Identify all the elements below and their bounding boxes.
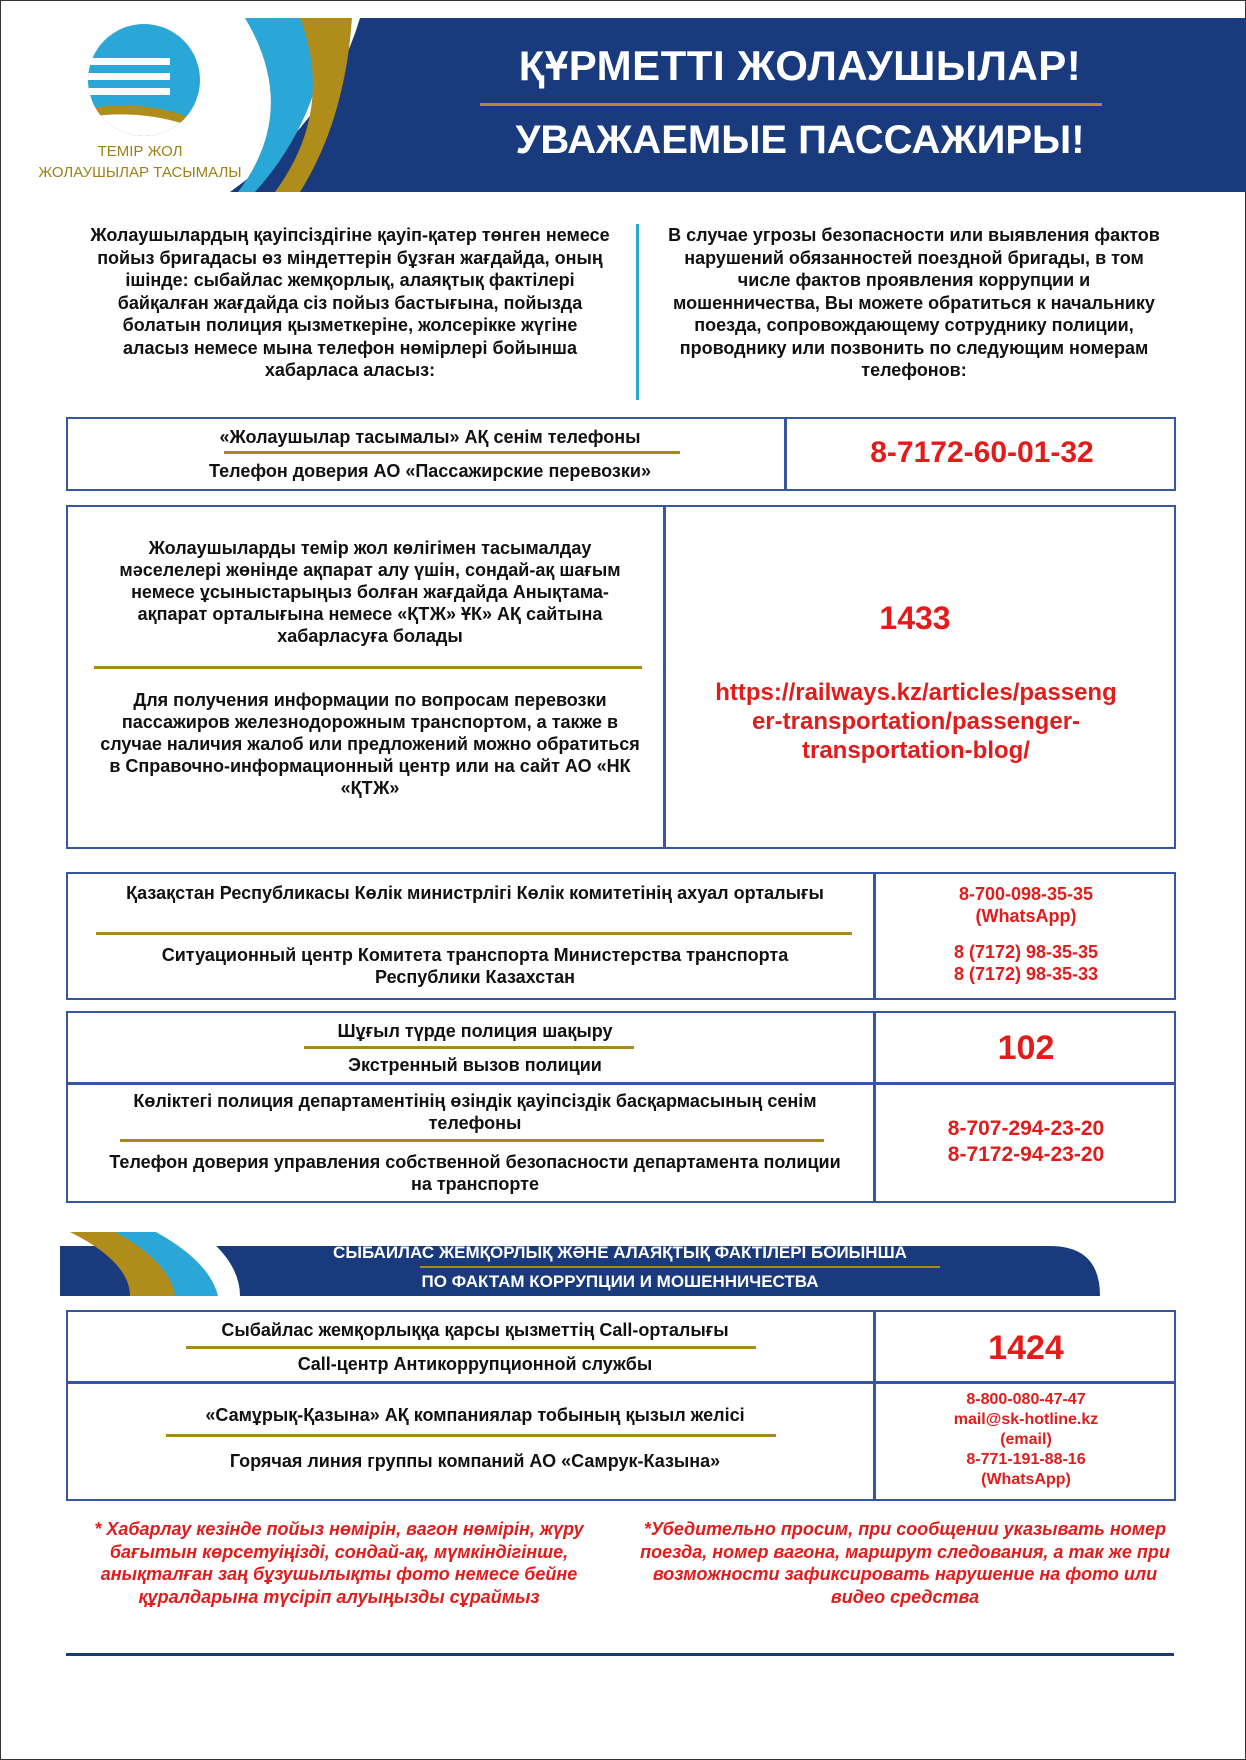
anticorruption-horizontal-divider bbox=[66, 1381, 1176, 1384]
logo-line2: ЖОЛАУШЫЛАР ТАСЫМАЛЫ bbox=[38, 164, 242, 181]
title-divider bbox=[480, 103, 1102, 106]
situation-center-ru: Ситуационный центр Комитета транспорта Министерства транспорта Республики Казахстан bbox=[161, 945, 789, 987]
police-emergency-kz: Шұғыл түрде полиция шақыру bbox=[337, 1021, 613, 1041]
trust-line-phone[interactable]: 8-7172-60-01-32 bbox=[870, 436, 1094, 469]
samruk-email[interactable]: mail@sk-hotline.kz bbox=[953, 1411, 1099, 1428]
banner-gold-rule bbox=[420, 1266, 940, 1268]
anticorruption-phone[interactable]: 1424 bbox=[988, 1329, 1064, 1367]
police-vertical-divider bbox=[873, 1011, 876, 1203]
samruk-email-label: (email) bbox=[1000, 1431, 1052, 1448]
police-emergency-ru: Экстренный вызов полиции bbox=[348, 1055, 602, 1075]
trust-line-kz: «Жолаушылар тасымалы» АҚ сенім телефоны bbox=[219, 427, 641, 447]
anticorruption-ru: Call-центр Антикоррупционной службы bbox=[297, 1354, 653, 1374]
samruk-gold-rule bbox=[166, 1434, 776, 1437]
info-center-gold-rule bbox=[94, 666, 642, 669]
police-horizontal-divider bbox=[66, 1082, 1176, 1085]
logo-emblem-icon bbox=[20, 18, 260, 138]
police-security-kz: Көліктегі полиция департаментінің өзіндік қауіпсіздік басқармасының сенім телефоны bbox=[133, 1091, 817, 1133]
police-security-phones bbox=[878, 1116, 1174, 1168]
banner-kz: СЫБАЙЛАС ЖЕМҚОРЛЫҚ ЖӘНЕ АЛАЯҚТЫҚ ФАКТІЛЕРІ БОЙЫНША bbox=[333, 1243, 907, 1262]
situation-center-whatsapp-phone[interactable]: 8-700-098-35-35 bbox=[958, 884, 1094, 904]
trust-line-gold-rule bbox=[224, 451, 680, 454]
title-kz: ҚҰРМЕТТІ ЖОЛАУШЫЛАР! bbox=[518, 42, 1082, 89]
situation-center-divider bbox=[873, 872, 876, 1000]
title-ru: УВАЖАЕМЫЕ ПАССАЖИРЫ! bbox=[515, 118, 1085, 162]
info-center-url[interactable] bbox=[666, 678, 1166, 765]
situation-center-phone3[interactable]: 8 (7172) 98-35-33 bbox=[953, 964, 1099, 984]
samruk-ru: Горячая линия группы компаний АО «Самрук-Казына» bbox=[229, 1451, 721, 1471]
info-center-divider bbox=[663, 505, 666, 849]
logo-line1: ТЕМІР ЖОЛ bbox=[97, 143, 183, 160]
anticorruption-vertical-divider bbox=[873, 1310, 876, 1501]
situation-center-phones bbox=[878, 883, 1174, 985]
situation-center-phone2[interactable]: 8 (7172) 98-35-35 bbox=[953, 942, 1099, 962]
banner-ru: ПО ФАКТАМ КОРРУПЦИИ И МОШЕННИЧЕСТВА bbox=[421, 1272, 819, 1291]
note-ru: *Убедительно просим, при сообщении указывать номер поезда, номер вагона, маршрут следования, а так же при возможности зафиксировать нарушение на фото или видео средства bbox=[640, 1519, 1170, 1607]
logo bbox=[20, 18, 360, 192]
trust-line-divider bbox=[784, 417, 787, 491]
samruk-phone1[interactable]: 8-800-080-47-47 bbox=[966, 1391, 1086, 1408]
samruk-contacts bbox=[878, 1390, 1174, 1490]
police-security-ru: Телефон доверия управления собственной безопасности департамента полиции на транспорте bbox=[109, 1152, 841, 1194]
info-center-ru: Для получения информации по вопросам перевозки пассажиров железнодорожным транспортом, а также в случае наличия жалоб или предложений можно обратиться в Справочно-информационный центр или на сайт АО «НК «ҚТЖ» bbox=[100, 690, 640, 798]
trust-line-ru: Телефон доверия АО «Пассажирские перевозки» bbox=[209, 461, 651, 481]
info-center-url-line: transportation-blog/ bbox=[802, 737, 1030, 764]
situation-center-kz: Қазақстан Республикасы Көлік министрлігі Көлік комитетінің ахуал орталығы bbox=[126, 883, 824, 903]
situation-center-gold-rule bbox=[96, 932, 852, 935]
info-center-kz: Жолаушыларды темір жол көлігімен тасымалдау мәселелері жөнінде ақпарат алу үшін, сондай-ақ шағым немесе ұсыныстарыңыз болған жағдайда Анықтама-ақпарат орталығына немесе «ҚТЖ» ҰК» АҚ сайтына хабарласуға болады bbox=[119, 538, 621, 646]
bottom-rule bbox=[66, 1653, 1174, 1656]
anticorruption-gold-rule bbox=[186, 1346, 756, 1349]
samruk-phone2[interactable]: 8-771-191-88-16 bbox=[966, 1451, 1086, 1468]
police-security-gold-rule bbox=[120, 1139, 824, 1142]
intro-divider bbox=[636, 224, 639, 400]
police-security-phone2[interactable]: 8-7172-94-23-20 bbox=[947, 1143, 1105, 1166]
note-kz: * Хабарлау кезінде пойыз нөмірін, вагон нөмірін, жүру бағытын көрсетуіңізді, сондай-ақ, мүмкіндігінше, анықталған заң бұзушылықты фото немесе бейне құралдарына түсіріп алуыңызды сұраймыз bbox=[94, 1519, 584, 1607]
situation-center-whatsapp-label: (WhatsApp) bbox=[975, 906, 1077, 926]
police-emergency-gold-rule bbox=[304, 1046, 634, 1049]
samruk-kz: «Самұрық-Қазына» АҚ компаниялар тобының қызыл желісі bbox=[205, 1405, 745, 1425]
info-center-phone[interactable]: 1433 bbox=[879, 600, 951, 636]
police-security-phone1[interactable]: 8-707-294-23-20 bbox=[947, 1117, 1105, 1140]
police-emergency-phone[interactable]: 102 bbox=[997, 1029, 1055, 1067]
anticorruption-kz: Сыбайлас жемқорлыққа қарсы қызметтің Call-орталығы bbox=[221, 1320, 729, 1340]
info-center-url-line: https://railways.kz/articles/passeng bbox=[715, 679, 1117, 706]
info-center-url-line: er-transportation/passenger- bbox=[751, 708, 1081, 735]
samruk-whatsapp-label: (WhatsApp) bbox=[981, 1471, 1071, 1488]
intro-kz: Жолаушылардың қауіпсіздігіне қауіп-қатер төнген немесе пойыз бригадасы өз міндеттерін бұзған жағдайда, оның ішінде: сыбайлас жемқорлық, алаяқтық фактілері байқалған жағдайда сіз пойыз бастығына, пойызда болатын полиция қызметкеріне, жолсерікке жүгіне аласыз немесе мына телефон нөмірлері бойынша хабарласа аласыз: bbox=[90, 225, 610, 380]
intro-ru: В случае угрозы безопасности или выявления фактов нарушений обязанностей поездной бригады, в том числе фактов проявления коррупции и мошенничества, Вы можете обратиться к начальнику поезда, сопровождающему сотруднику полиции, проводнику или позвонить по следующим номерам телефонов: bbox=[668, 225, 1160, 380]
